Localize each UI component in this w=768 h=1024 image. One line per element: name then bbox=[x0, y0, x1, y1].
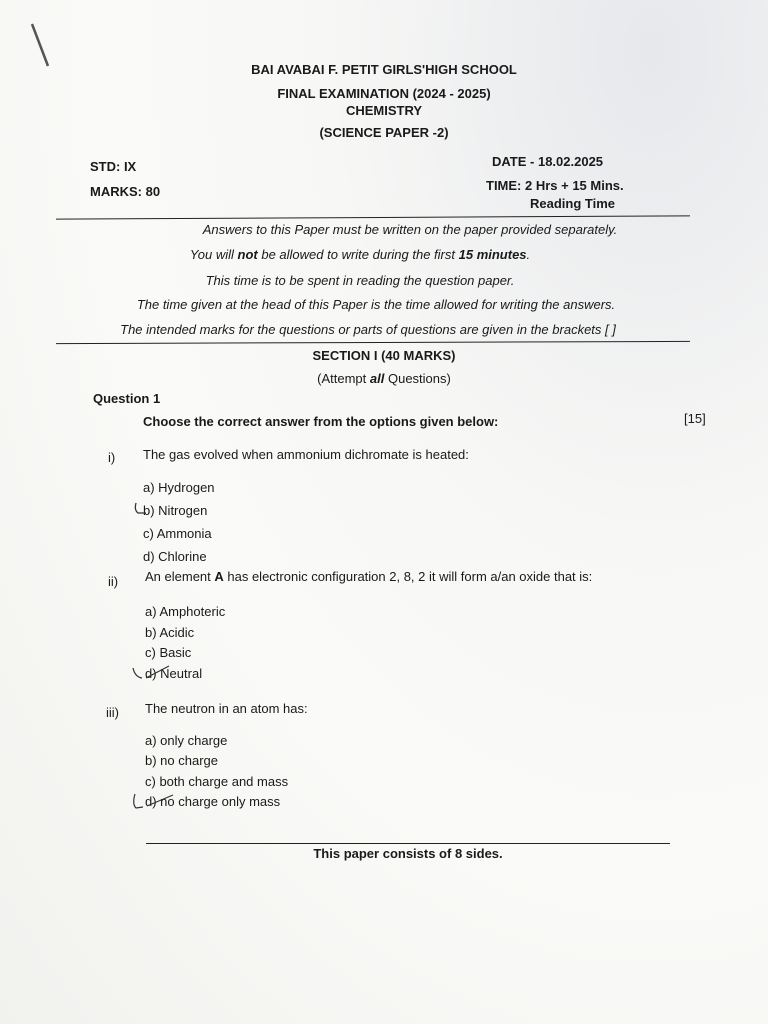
item-2-option-b: b) Acidic bbox=[145, 625, 195, 640]
instructions-divider bbox=[56, 341, 690, 344]
item-1-option-c: c) Ammonia bbox=[143, 526, 212, 541]
item-2-option-d: d) Neutral bbox=[145, 666, 203, 681]
item-2-number: ii) bbox=[108, 574, 119, 589]
item-3-option-d: d) no charge only mass bbox=[145, 794, 281, 809]
reading-time-label: Reading Time bbox=[530, 196, 616, 211]
item-3-text: The neutron in an atom has: bbox=[145, 701, 308, 716]
footer-divider bbox=[146, 843, 670, 844]
date-label: DATE - 18.02.2025 bbox=[492, 154, 604, 169]
tick-mark-icon bbox=[133, 500, 147, 516]
item-3-number: iii) bbox=[106, 705, 119, 720]
tick-mark-icon bbox=[131, 792, 175, 812]
item-1-number: i) bbox=[108, 450, 116, 465]
marks-label: MARKS: 80 bbox=[90, 184, 161, 199]
item-3-option-c: c) both charge and mass bbox=[145, 774, 289, 789]
item-3-option-b: b) no charge bbox=[145, 753, 218, 768]
question-1-instruction: Choose the correct answer from the options given below: bbox=[143, 414, 499, 429]
instruction-line-4: The time given at the head of this Paper is the time allowed for writing the answers. bbox=[136, 297, 616, 312]
item-1-option-b: b) Nitrogen bbox=[143, 503, 208, 518]
question-1-label: Question 1 bbox=[93, 391, 161, 406]
time-label: TIME: 2 Hrs + 15 Mins. bbox=[486, 178, 624, 193]
footer-note: This paper consists of 8 sides. bbox=[313, 846, 503, 861]
section-attempt-note: (Attempt all Questions) bbox=[317, 371, 451, 386]
subject-title: CHEMISTRY bbox=[345, 103, 423, 118]
exam-title: FINAL EXAMINATION (2024 - 2025) bbox=[277, 86, 491, 101]
scan-mark-icon bbox=[28, 22, 58, 70]
paper-title: (SCIENCE PAPER -2) bbox=[319, 125, 449, 140]
instruction-line-3: This time is to be spent in reading the question paper. bbox=[205, 273, 515, 288]
item-2-text: An element A has electronic configuration 2, 8, 2 it will form a/an oxide that is: bbox=[145, 569, 593, 584]
instruction-line-2: You will not be allowed to write during the first 15 minutes. bbox=[189, 247, 531, 262]
item-2-option-a: a) Amphoteric bbox=[145, 604, 226, 619]
tick-mark-icon bbox=[131, 664, 171, 682]
item-1-option-d: d) Chlorine bbox=[143, 549, 207, 564]
item-3-option-a: a) only charge bbox=[145, 733, 228, 748]
instruction-line-5: The intended marks for the questions or parts of questions are given in the brackets [ ] bbox=[120, 322, 616, 337]
item-2-option-c: c) Basic bbox=[145, 645, 192, 660]
school-name: BAI AVABAI F. PETIT GIRLS'HIGH SCHOOL bbox=[251, 62, 517, 77]
item-1-option-a: a) Hydrogen bbox=[143, 480, 215, 495]
instruction-line-1: Answers to this Paper must be written on the paper provided separately. bbox=[202, 222, 618, 237]
section-title: SECTION I (40 MARKS) bbox=[312, 348, 456, 363]
header-divider bbox=[56, 215, 690, 219]
question-1-marks: [15] bbox=[684, 411, 706, 426]
std-label: STD: IX bbox=[90, 159, 137, 174]
item-1-text: The gas evolved when ammonium dichromate is heated: bbox=[143, 447, 469, 462]
